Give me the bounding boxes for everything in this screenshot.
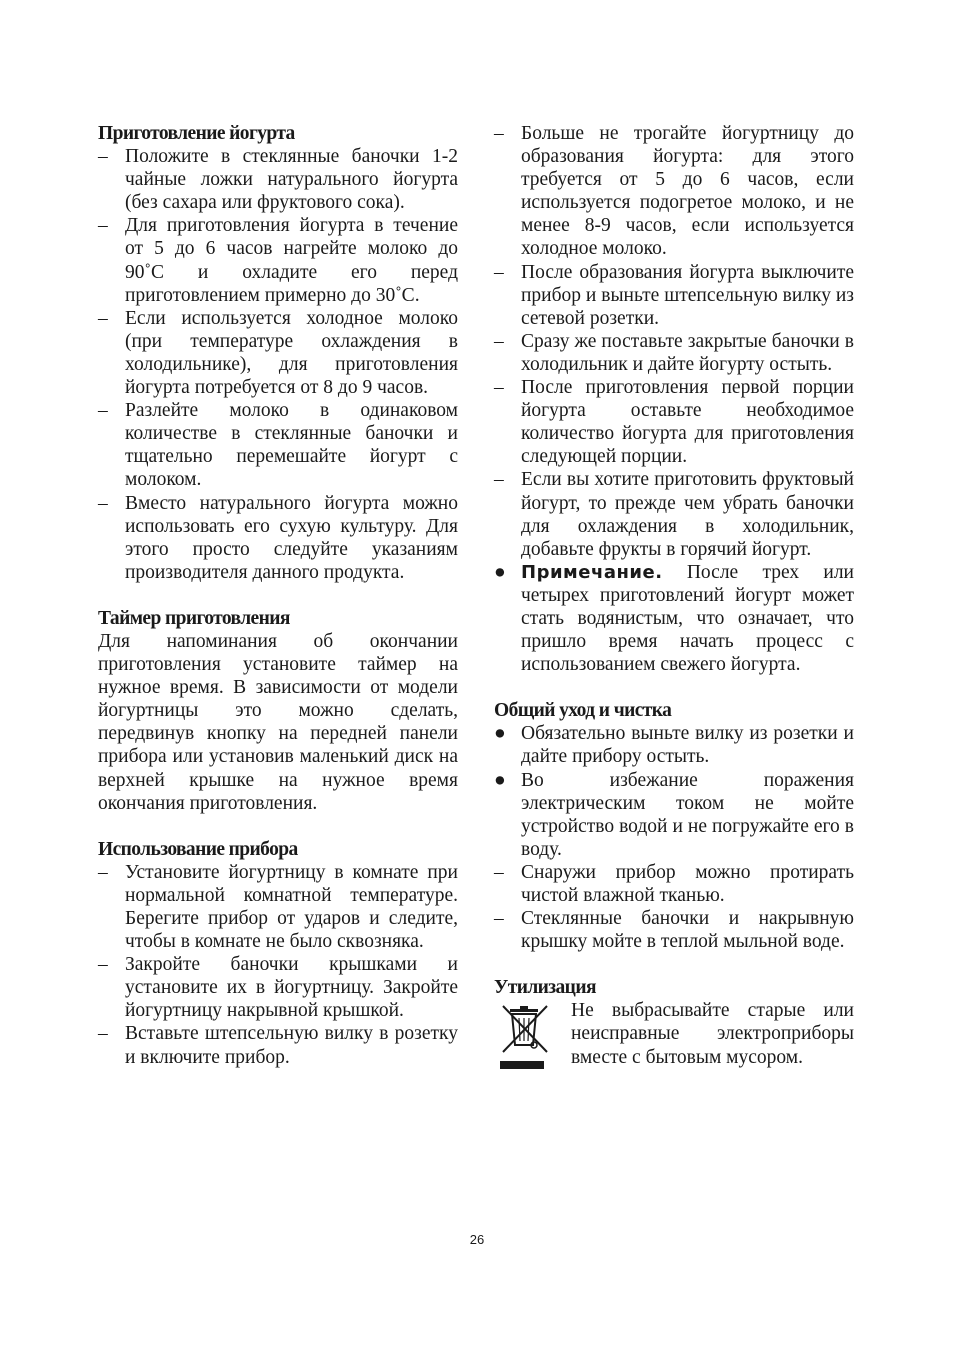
list-item: – Вместо натурального йогурта можно использовать его сухую культуру. Для этого просто следуйте указаниям производителя данного продукта. [98, 492, 458, 583]
disposal-block [494, 999, 854, 1068]
dash-marker: – [494, 861, 504, 883]
care-list [494, 722, 854, 953]
page-number: 26 [469, 1232, 485, 1247]
list-item: – Сразу же поставьте закрытые баночки в холодильник и дайте йогурту остыть. [494, 330, 854, 375]
list-item: – После приготовления первой порции йогурта оставьте необходимое количество йогурта для приготовления следующей порции. [494, 377, 854, 468]
heading-timer: Таймер приготовления [98, 607, 290, 629]
list-item: – Снаружи прибор можно протирать чистой влажной тканью. [494, 861, 854, 906]
dash-marker: – [98, 861, 108, 883]
crossed-out-wheelie-bin-icon [500, 1003, 556, 1075]
list-item: – После образования йогурта выключите прибор и выньте штепсельную вилку из сетевой розетки. [494, 261, 854, 329]
list-item: – Больше не трогайте йогуртницу до образования йогурта: для этого требуется от 5 до 6 часов, если используется подогретое молоко, и не менее 8-9 часов, если используется холодное молоко. [494, 123, 854, 260]
dash-marker: – [494, 377, 504, 399]
dash-marker: – [98, 954, 108, 976]
spacer [98, 584, 458, 607]
list-item: ● Обязательно выньте вилку из розетки и дайте прибору остыть. [494, 723, 854, 768]
right-column [494, 122, 854, 1069]
spacer [494, 676, 854, 699]
dash-marker: – [98, 215, 108, 237]
bullet-marker: ● [494, 561, 506, 583]
dash-marker: – [494, 123, 504, 144]
left-column [98, 122, 458, 1069]
list-item: – Для приготовления йогурта в течение от 5 до 6 часов нагрейте молоко до 90˚С и охладите его перед приготовлением примерно до 30˚С. [98, 215, 458, 306]
disposal-text: Не выбрасывайте старые или неисправные электроприборы вместе с бытовым мусором. [571, 1000, 854, 1068]
timer-paragraph: Для напоминания об окончании приготовления установите таймер на нужное время. В зависимости от модели йогуртницы это можно сделать, передвинув кнопку на передней панели прибора или установив маленький диск на верхней крышке на нужное время окончания приготовления. [98, 630, 458, 814]
dash-marker: – [494, 261, 504, 283]
list-item: – Закройте баночки крышками и установите их в йогуртницу. Закройте йогуртницу накрывной крышкой. [98, 954, 458, 1022]
usage-steps-list [98, 861, 458, 1069]
dash-marker: – [98, 1023, 108, 1045]
heading-yogurt-preparation: Приготовление йогурта [98, 123, 295, 144]
list-item: – Установите йогуртницу в комнате при нормальной комнатной температуре. Берегите прибор от ударов и следите, чтобы в комнате не было сквозняка. [98, 861, 458, 953]
list-item: – Если используется холодное молоко (при температуре охлаждения в холодильнике), для приготовления йогурта потребуется от 8 до 9 часов. [98, 307, 458, 399]
dash-marker: – [98, 307, 108, 329]
list-item: – Стеклянные баночки и накрывную крышку мойте в теплой мыльной воде. [494, 908, 854, 953]
spacer [494, 953, 854, 976]
spacer [98, 815, 458, 838]
dash-marker: – [494, 330, 504, 352]
bullet-marker: ● [494, 723, 506, 745]
dash-marker: – [98, 146, 108, 168]
dash-marker: – [494, 908, 504, 930]
list-item: ● Во избежание поражения электрическим током не мойте устройство водой и не погружайте его в воду. [494, 769, 854, 860]
list-item: – Разлейте молоко в одинаковом количестве в стеклянные баночки и тщательно перемешайте йогурт с молоком. [98, 400, 458, 491]
list-item: – Если вы хотите приготовить фруктовый йогурт, то прежде чем убрать баночки для охлаждения в холодильник, добавьте фрукты в горячий йогурт. [494, 469, 854, 560]
dash-marker: – [98, 492, 108, 514]
yogurt-steps-list [98, 145, 458, 584]
list-item: – Вставьте штепсельную вилку в розетку и включите прибор. [98, 1023, 458, 1068]
note-item [494, 561, 854, 676]
list-item: – Положите в стеклянные баночки 1-2 чайные ложки натурального йогурта (без сахара или фруктового сока). [98, 146, 458, 214]
note-text: После трех или четырех приготовлений йогурт может стать водянистым, что означает, что пришло время начать процесс с использованием свежего йогурта. [521, 561, 854, 676]
usage-steps-continued-list [494, 122, 854, 676]
dash-marker: – [98, 400, 108, 422]
bullet-marker: ● [494, 769, 506, 791]
heading-disposal: Утилизация [494, 977, 596, 999]
dash-marker: – [494, 469, 504, 491]
note-label: Примечание. [521, 561, 663, 583]
heading-usage: Использование прибора [98, 838, 298, 860]
heading-care-cleaning: Общий уход и чистка [494, 700, 672, 722]
